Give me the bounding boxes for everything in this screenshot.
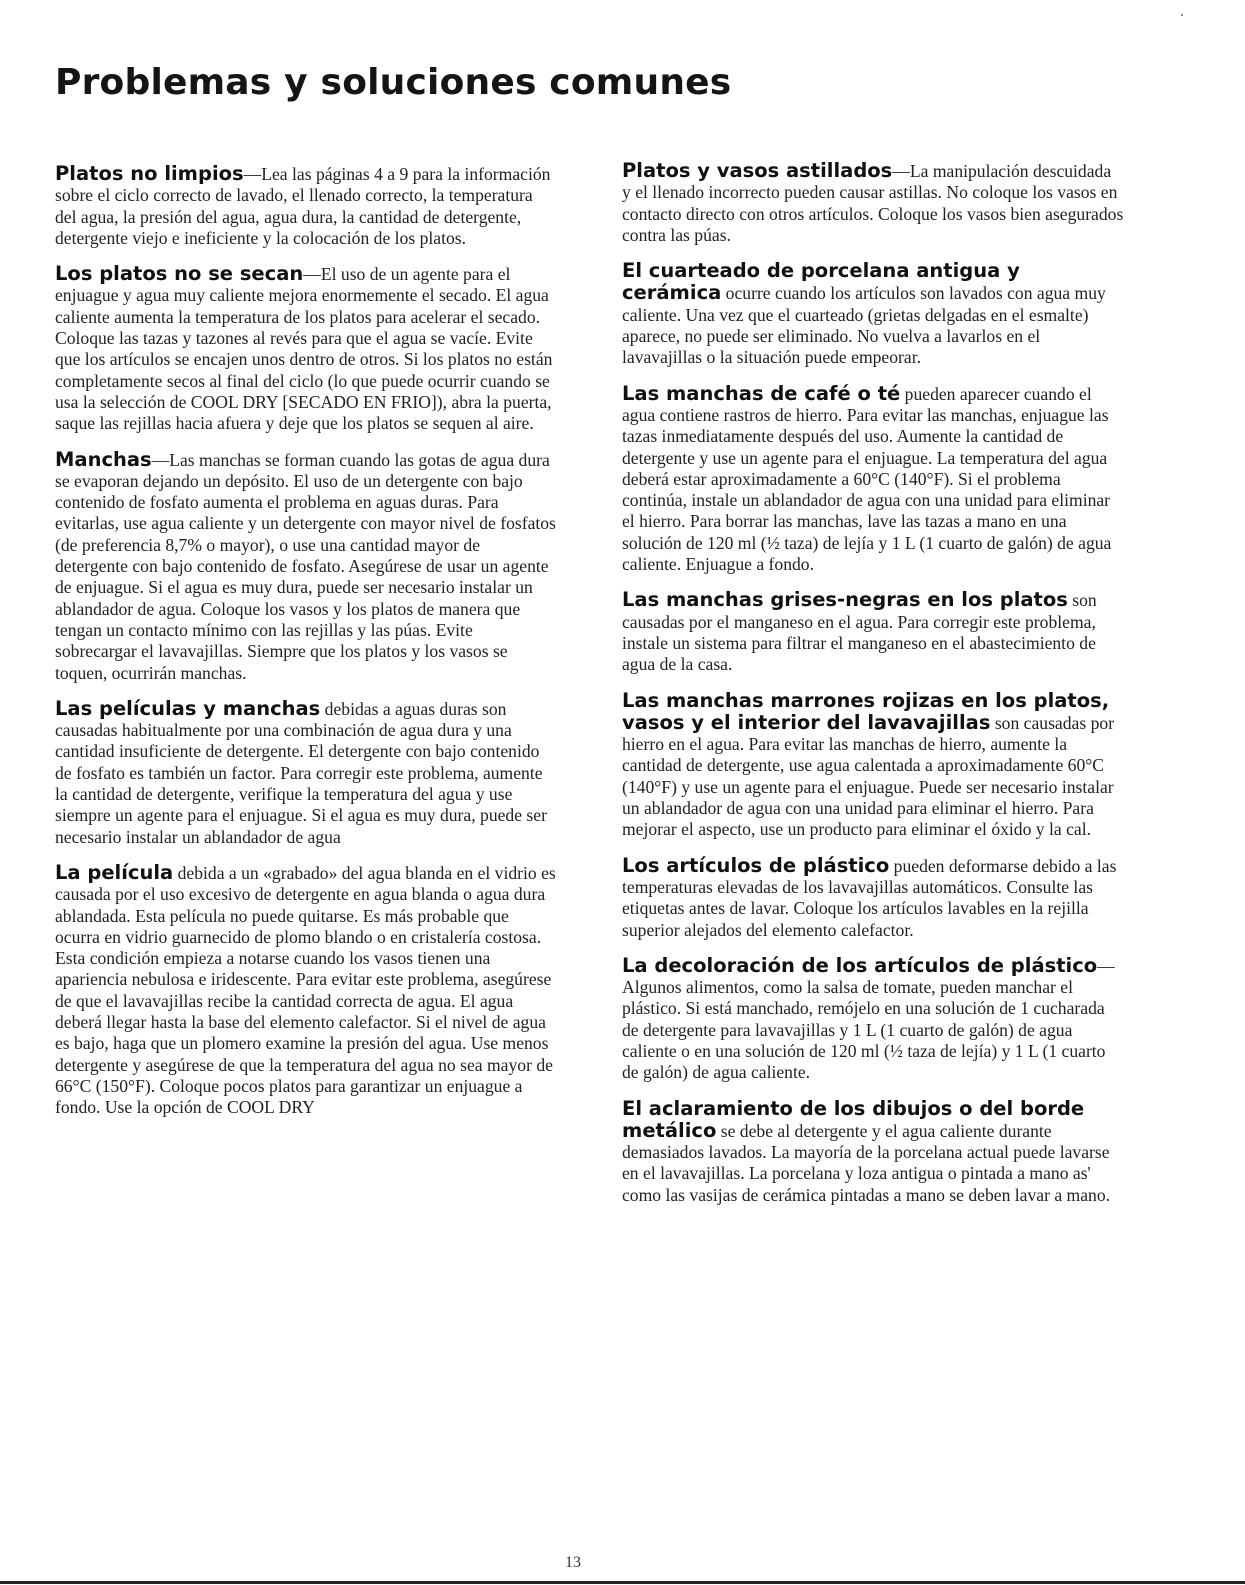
entry-body: son causadas por el manganeso en el agua. Para corregir este problema, instale un sistema para filtrar el manganeso en el abastecimiento de agua de la casa. [622,590,1097,675]
bottom-rule [0,1581,1245,1584]
entry-body: debidas a aguas duras son causadas habitualmente por una combinación de agua dura y una cantidad insuficiente de detergente. El detergente con bajo contenido de fosfato es también un factor. Para corregir este problema, aumente la cantidad de detergente, verifique la temperatura del agua y use siempre un agente para el enjuague. Si el agua es muy dura, puede ser necesario instalar un ablandador de agua [55,698,547,847]
entry-body: —La manipulación descuidada y el llenado incorrecto pueden causar astillas. No coloque los vasos en contacto directo con otros artículos. Coloque los vasos bien asegurados contra las púas. [622,161,1124,245]
entry-peliculas-y-manchas [55,698,557,848]
entry-heading: El cuarteado de porcelana antigua y cerámica [622,259,1020,305]
page-number: 13 [565,1554,581,1571]
entry-heading: Las manchas grises-negras en los platos [622,588,1068,612]
entry-platos-no-limpios [55,163,557,249]
entry-heading: Las manchas marrones rojizas en los platos, vasos y el interior del lavavajillas [622,688,1110,734]
entry-manchas [55,449,557,684]
entry-heading: Manchas [55,447,152,471]
entry-body: son causadas por hierro en el agua. Para evitar las manchas de hierro, aumente la cantidad de detergente, use agua calentada a aproximadamente 60°C (140°F) y use un agente para el enjuague. Puede ser necesario instalar un ablandador de agua con una unidad para eliminar el hierro. Para mejorar el aspecto, use un producto para eliminar el óxido y la cal. [622,712,1115,840]
entry-body: —Algunos alimentos, como la salsa de tomate, pueden manchar el plástico. Si está manchado, remójelo en una solución de 1 cucharada de detergente para lavavajillas y 1 L (1 cuarto de galón) de agua caliente o en una solución de 120 ml (½ taza de lejía) y 1 L (1 cuarto de galón) de agua caliente. [622,955,1115,1083]
entry-body: ocurre cuando los artículos son lavados con agua muy caliente. Una vez que el cuarteado (grietas delgadas en el esmalte) aparece, no puede ser eliminado. No vuelva a lavarlos en el lavavajillas o la situación puede empeorar. [622,283,1106,368]
entry-heading: Las películas y manchas [55,696,321,720]
entry-manchas-grises-negras [622,589,1124,675]
right-column [622,160,1124,1220]
entry-heading: Platos no limpios [55,162,244,185]
entry-aclaramiento-dibujos [622,1098,1124,1206]
entry-body: se debe al detergente y el agua caliente durante demasiados lavados. La mayoría de la porcelana actual puede lavarse en el lavavajillas. La porcelana y loza antigua o pintada a mano as' como las vasijas de cerámica pintadas a mano se deben lavar a mano. [622,1120,1111,1205]
entry-body: pueden aparecer cuando el agua contiene rastros de hierro. Para evitar las manchas, enjuague las tazas inmediatamente después del uso. Aumente la cantidad de detergente y use un agente para el enjuague. La temperatura del agua deberá estar aproximadamente a 60°C (140°F). Si el problema continúa, instale un ablandador de agua con una unidad para eliminar el hierro. Para borrar las manchas, lave las tazas a mano en una solución de 120 ml (½ taza) de lejía y 1 L (1 cuarto de galón) de agua caliente. Enjuague a fondo. [622,383,1112,575]
entry-body: —Las manchas se forman cuando las gotas de agua dura se evaporan dejando un depósito. El uso de un detergente con bajo contenido de fosfato aumenta el problema en aguas duras. Para evitarlas, use agua caliente y un detergente con mayor nivel de fosfatos (de preferencia 8,7% o mayor), o use una cantidad mayor de detergente con bajo contenido de fosfato. Asegúrese de usar un agente de enjuague. Si el agua es muy dura, puede ser necesario instalar un ablandador de agua. Coloque los vasos y los platos de manera que tengan un contacto mínimo con las rejillas y las púas. Evite sobrecargar el lavavajillas. Siempre que los platos y los vasos se toquen, ocurrirán manchas. [55,449,556,683]
scan-speck [1181,14,1183,16]
entry-heading: La película [55,860,174,884]
entry-heading: Las manchas de café o té [622,381,901,405]
entry-manchas-marrones-rojizas [622,690,1124,841]
page-title: Problemas y soluciones comunes [55,62,732,103]
entry-body: pueden deformarse debido a las temperaturas elevadas de los lavavajillas automáticos. Consulte las etiquetas antes de lavar. Coloque los artículos lavables en la rejilla superior alejados del elemento calefactor. [622,855,1117,940]
entry-body: —Lea las páginas 4 a 9 para la información sobre el ciclo correcto de lavado, el llenado correcto, la temperatura del agua, la presión del agua, agua dura, la cantidad de detergente, detergente viejo e ineficiente y la colocación de los platos. [55,164,551,248]
entry-heading: La decoloración de los artículos de plástico [622,953,1098,977]
entry-manchas-cafe-te [622,383,1124,576]
entry-platos-no-se-secan [55,263,557,434]
entry-heading: El aclaramiento de los dibujos o del borde metálico [622,1096,1085,1142]
left-column [55,163,557,1132]
entry-body: debida a un «grabado» del agua blanda en el vidrio es causada por el uso excesivo de detergente en agua blanda o agua dura ablandada. Esta película no puede quitarse. Es más probable que ocurra en vidrio guarnecido de plomo blando o en cristalería costosa. Esta condición empieza a notarse cuando los vasos tienen una apariencia nebulosa e iridescente. Para evitar este problema, asegúrese de que el lavavajillas recibe la cantidad correcta de agua. El agua deberá llegar hasta la base del elemento calefactor. Si el nivel de agua es bajo, haga que un plomero examine la presión del agua. Use menos detergente y asegúrese de que la temperatura del agua no sea mayor de 66°C (150°F). Coloque pocos platos para garantizar un enjuague a fondo. Use la opción de COOL DRY [55,862,556,1118]
entry-platos-astillados [622,160,1124,246]
entry-la-pelicula [55,862,557,1119]
entry-cuarteado-porcelana [622,260,1124,368]
entry-heading: Los platos no se secan [55,262,304,286]
entry-heading: Platos y vasos astillados [622,159,893,182]
entry-decoloracion-plastico [622,955,1124,1084]
entry-articulos-plastico [622,855,1124,941]
entry-heading: Los artículos de plástico [622,853,890,877]
entry-body: —El uso de un agente para el enjuague y agua muy caliente mejora enormemente el secado. El agua caliente aumenta la temperatura de los platos para acelerar el secado. Coloque las tazas y tazones al revés para que el agua se vacíe. Evite que los artículos se encajen unos dentro de otros. Si los platos no están completamente secos al final del ciclo (lo que puede ocurrir cuando se usa la selección de COOL DRY [SECADO EN FRIO]), abra la puerta, saque las rejillas hacia afuera y deje que los platos se sequen al aire. [55,264,553,434]
